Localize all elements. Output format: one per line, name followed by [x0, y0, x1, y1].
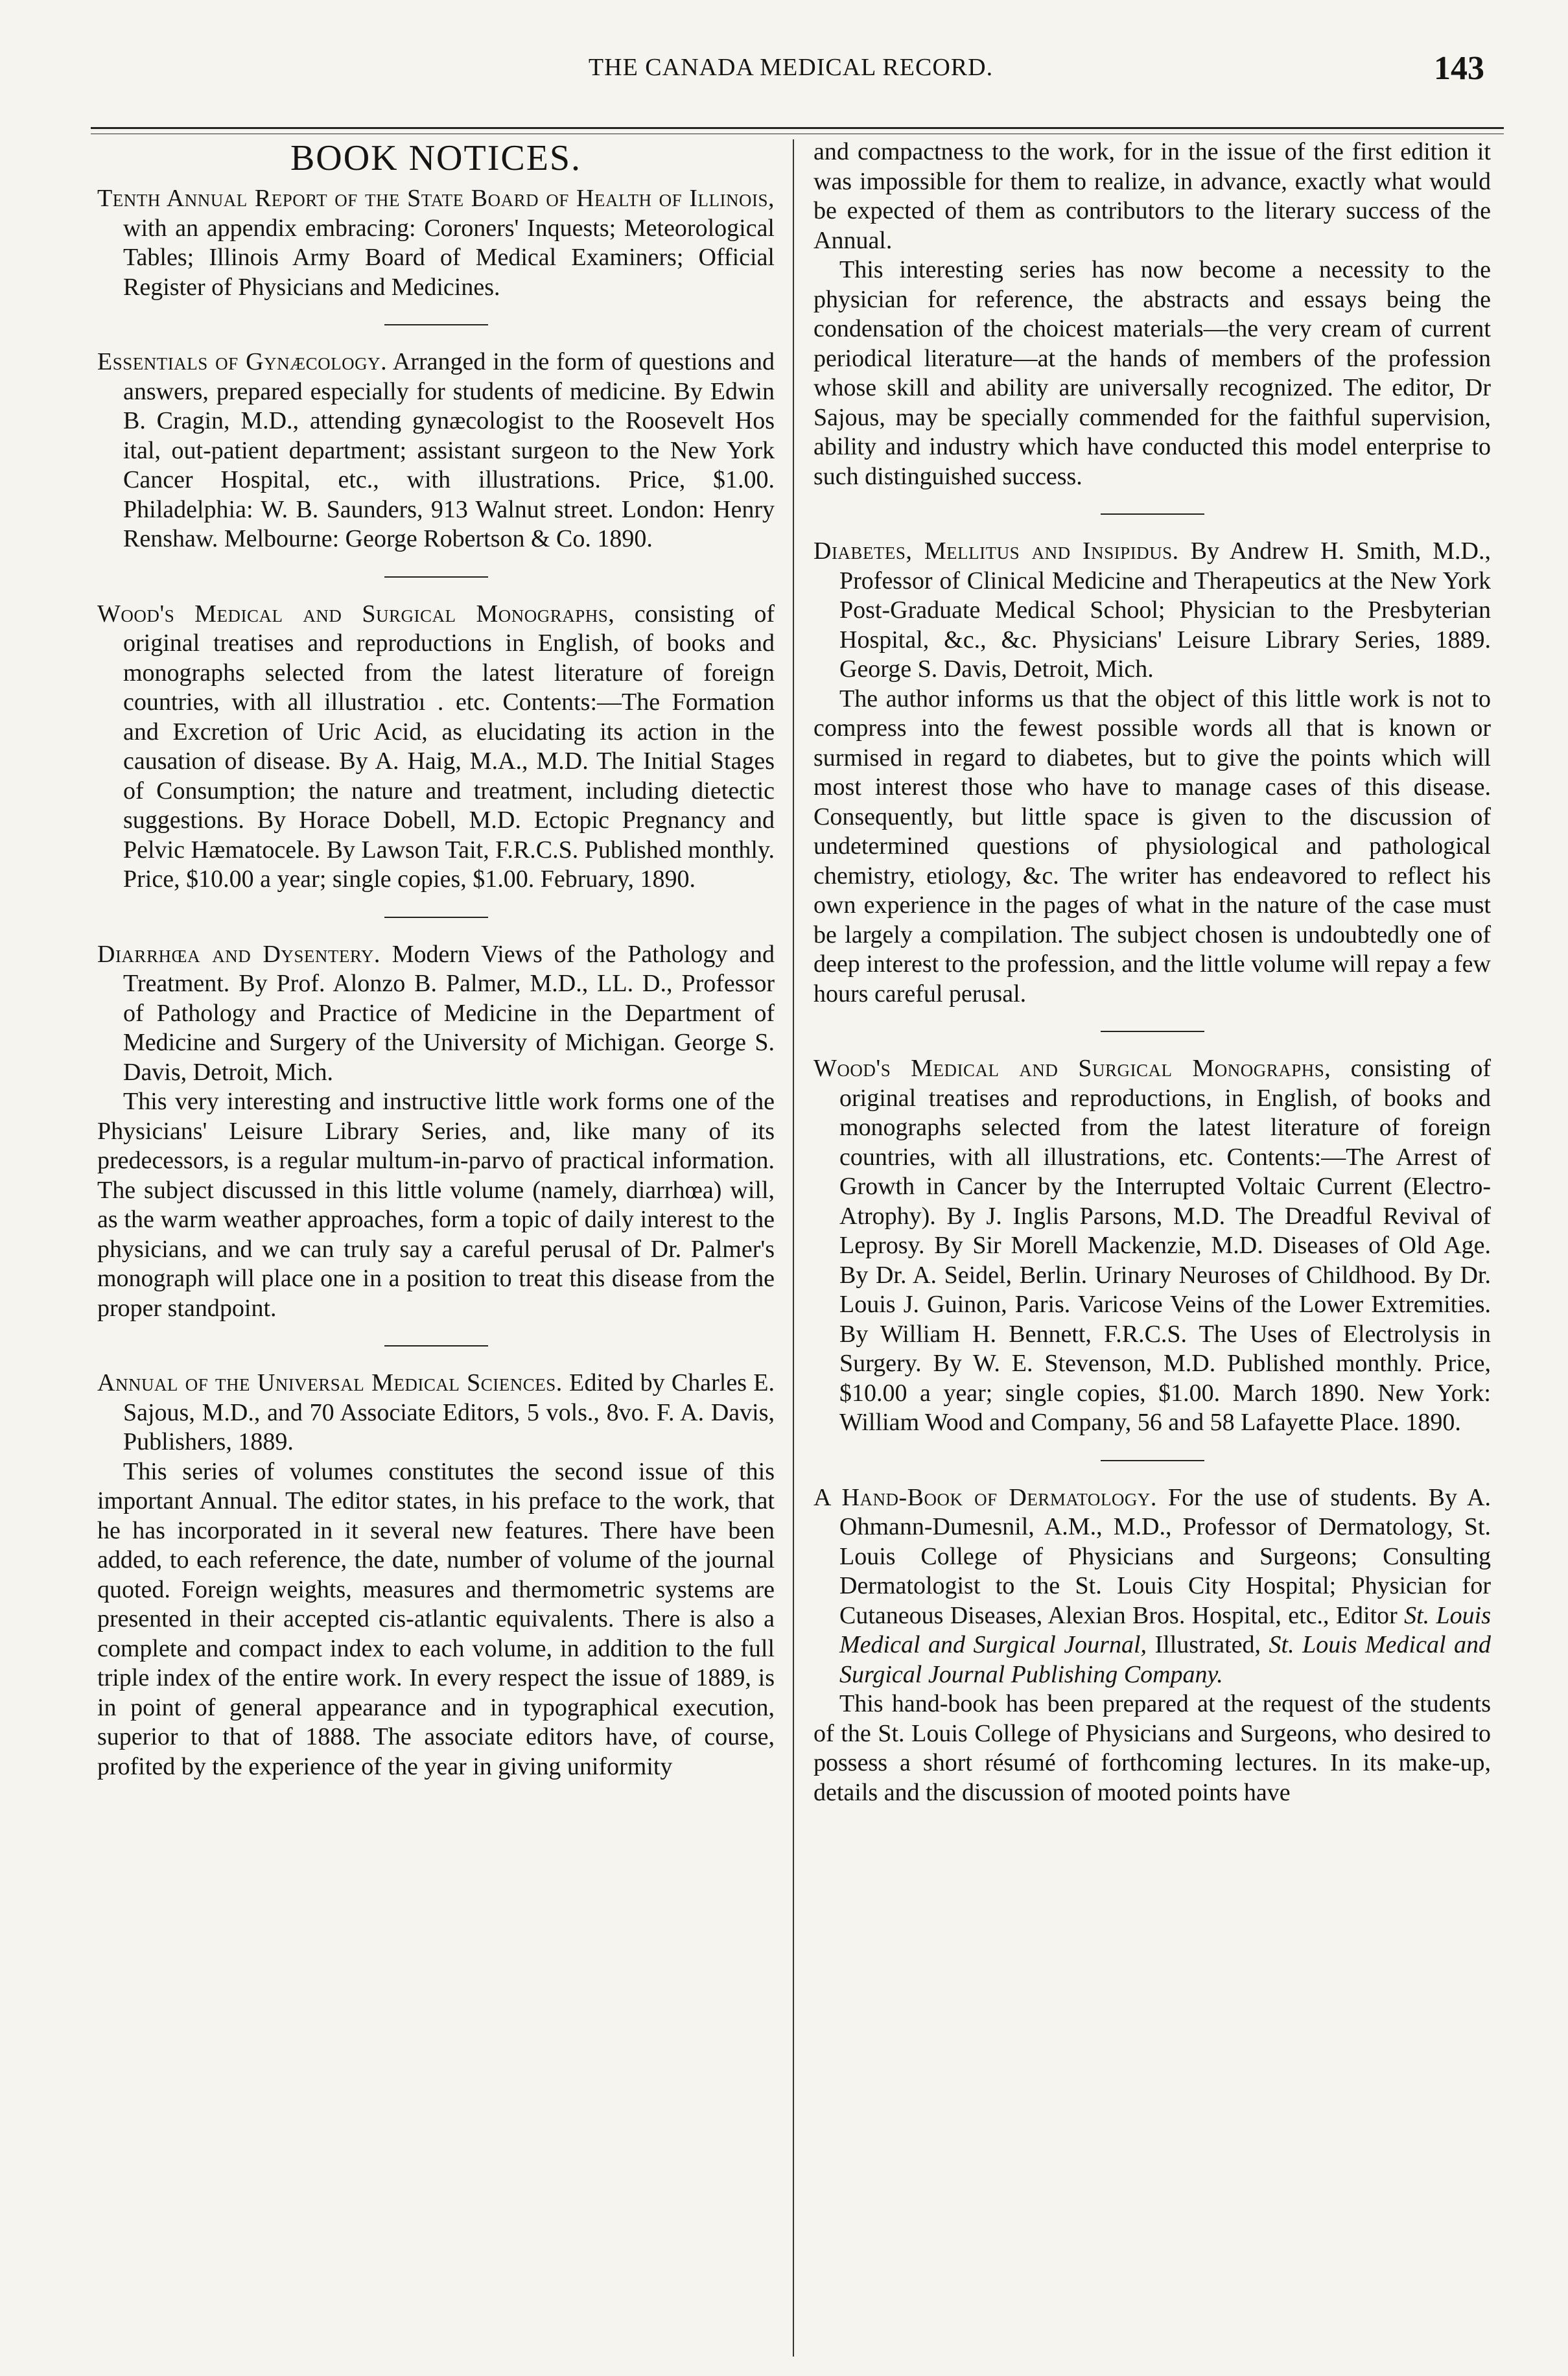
publisher-name: St. Louis Medical and Surgical Journal Publishing Company.: [839, 1631, 1491, 1688]
notice-dermatology: [813, 1483, 1491, 1690]
notice-divider: [384, 1345, 488, 1347]
notice-body: For the use of students. By A. Ohmann-Dumesnil, A.M., M.D., Professor of Dermatology, St. Louis College of Physicians and Surgeons; Consulting Dermatologist to the St. Louis City Hospital; Physician for Cutaneous Diseases, Alexian Bros. Hospital, etc., Editor: [839, 1483, 1491, 1629]
notice-review-text: This hand-book has been prepared at the request of the students of the St. Louis College of Physicians and Surgeons, who desired to possess a short résumé of forthcoming lectures. In its make-up, details and the discussion of mooted points have: [813, 1690, 1491, 1806]
notice-divider: [1101, 1460, 1204, 1461]
notice-review-text: The author informs us that the object of this little work is not to compress into the fewest possible words all that is known or surmised in regard to diabetes, but to give the points which will most interest those who have to manage cases of this disease. Consequently, but little space is given to the discussion of undetermined questions of physiological and pathological chemistry, etiology, &c. The writer has endeavored to reflect his own experience in the pages of what in the nature of the case must be largely a compilation. The subject chosen is undoubtedly one of deep interest to the profession, and the little volume will repay a few hours careful perusal.: [813, 685, 1491, 1007]
notice-woods-monographs-feb: [97, 600, 775, 895]
continued-review-text: This interesting series has now become a necessity to the physician for reference, the abstracts and essays being the condensation of the choicest materials—the very cream of current periodical literature—at the hands of members of the profession whose skill and ability are universally recognized. The editor, Dr Sajous, may be specially commended for the faithful supervision, ability and industry which have conducted this model enterprise to such distinguished success.: [813, 256, 1491, 490]
notice-divider: [1101, 1031, 1204, 1032]
notice-divider: [384, 917, 488, 918]
notice-body: Modern Views of the Pathology and Treatment. By Prof. Alonzo B. Palmer, M.D., LL. D., Professor of Pathology and Practice of Medicine in the Department of Medicine and Surgery of the University of Michigan. George S. Davis, Detroit, Mich.: [123, 940, 775, 1086]
notice-diarrhoea: [97, 940, 775, 1088]
notice-illinois-report: [97, 184, 775, 302]
notice-review-text: This series of volumes constitutes the second issue of this important Annual. The editor states, in his preface to the work, that he has incorporated in it several new features. There have been added, to each reference, the date, number of volume of the journal quoted. Foreign weights, measures and thermometric systems are presented in their accepted cis-atlantic equivalents. There is also a complete and compact index to each volume, in addition to the full triple index of the entire work. In every respect the issue of 1889, is in point of general appearance and in typographical execution, superior to that of 1888. The associate editors have, of course, profited by the experience of the year in giving uniformity: [97, 1457, 775, 1780]
notice-title: A Hand-Book of Dermatology.: [813, 1483, 1157, 1511]
running-title: THE CANADA MEDICAL RECORD.: [588, 54, 994, 81]
notice-title: Diabetes, Mellitus and Insipidus.: [813, 537, 1179, 565]
notice-title: Tenth Annual Report of the State Board of Health of Illinois,: [97, 185, 775, 212]
journal-title: St. Louis Medical and Surgical Journal,: [839, 1601, 1491, 1658]
notice-body: Arranged in the form of questions and answers, prepared especially for students of medicine. By Edwin B. Cragin, M.D., attending gynæcologist to the Roosevelt Hos ital, out-patient department; assistant surgeon to the New York Cancer Hospital, etc., with illustrations. Price, $1.00. Philadelphia: W. B. Saunders, 913 Walnut street. London: Henry Renshaw. Melbourne: George Robertson & Co. 1890.: [123, 348, 775, 552]
notice-body: consisting of original treatises and reproductions in English, of books and monographs selected from the latest literature of foreign countries, with all illustratioı . etc. Contents:—The Formation and Excretion of Uric Acid, as elucidating its action in the causation of disease. By A. Haig, M.A., M.D. The Initial Stages of Consumption; the nature and treatment, including dietectic suggestions. By Horace Dobell, M.D. Ectopic Pregnancy and Pelvic Hæmatocele. By Lawson Tait, F.R.C.S. Published monthly. Price, $10.00 a year; single copies, $1.00. February, 1890.: [123, 600, 775, 893]
column-divider: [793, 139, 794, 2357]
notice-body: By Andrew H. Smith, M.D., Professor of Clinical Medicine and Therapeutics at the New York Post-Graduate Medical School; Physician to the Presbyterian Hospital, &c., &c. Physicians' Leisure Library Series, 1889. George S. Davis, Detroit, Mich.: [839, 537, 1491, 683]
section-heading: BOOK NOTICES.: [290, 138, 582, 178]
page-header: [97, 50, 1484, 99]
notice-gynaecology: [97, 347, 775, 554]
notice-annual-medical-sciences: [97, 1369, 775, 1457]
notice-body: Illustrated,: [1147, 1631, 1269, 1658]
notice-divider: [384, 576, 488, 578]
notice-title: Diarrhœa and Dysentery.: [97, 940, 380, 968]
notice-title: Wood's Medical and Surgical Monographs,: [97, 600, 615, 628]
notice-divider: [1101, 513, 1204, 515]
notice-diabetes: [813, 537, 1491, 685]
header-rule: [91, 127, 1504, 129]
notice-body: consisting of original treatises and reproductions, in English, of books and monographs selected from the latest literature of foreign countries, with all illustrations, etc. Contents:—The Arrest of Growth in Cancer by the Interrupted Voltaic Current (Electro-Atrophy). By J. Inglis Parsons, M.D. The Dreadful Revival of Leprosy. By Sir Morell Mackenzie, M.D. Diseases of Old Age. By Dr. A. Seidel, Berlin. Urinary Neuroses of Childhood. By Dr. Louis J. Guinon, Paris. Varicose Veins of the Lower Extremities. By William H. Bennett, F.R.C.S. The Uses of Electrolysis in Surgery. By W. E. Stevenson, M.D. Published monthly. Price, $10.00 a year; single copies, $1.00. March 1890. New York: William Wood and Company, 56 and 58 Lafayette Place. 1890.: [839, 1055, 1491, 1436]
left-column: [97, 137, 775, 1782]
notice-divider: [384, 324, 488, 325]
notice-review-text: This very interesting and instructive little work forms one of the Physicians' Leisure Library Series, and, like many of its predecessors, is a regular multum-in-parvo of practical information. The subject discussed in this little volume (namely, diarrhœa) will, as the warm weather approaches, form a topic of daily interest to the physicians, and we can truly say a careful perusal of Dr. Palmer's monograph will place one in a position to treat this disease from the proper standpoint.: [97, 1088, 775, 1322]
right-column: [813, 137, 1491, 1807]
page-number: 143: [1434, 50, 1484, 87]
notice-title: Annual of the Universal Medical Sciences.: [97, 1369, 563, 1396]
notice-woods-monographs-march: [813, 1054, 1491, 1438]
continued-review-text: and compactness to the work, for in the issue of the first edition it was impossible for them to realize, in advance, exactly what would be expected of them as contributors to the literary success of the Annual.: [813, 138, 1491, 254]
notice-title: Essentials of Gynæcology.: [97, 348, 388, 375]
notice-title: Wood's Medical and Surgical Monographs,: [813, 1055, 1331, 1082]
notice-body: Edited by Charles E. Sajous, M.D., and 70 Associate Editors, 5 vols., 8vo. F. A. Davis, Publishers, 1889.: [123, 1369, 775, 1455]
notice-body: with an appendix embracing: Coroners' Inquests; Meteorological Tables; Illinois Army Board of Medical Examiners; Official Register of Physicians and Medicines.: [123, 214, 775, 301]
